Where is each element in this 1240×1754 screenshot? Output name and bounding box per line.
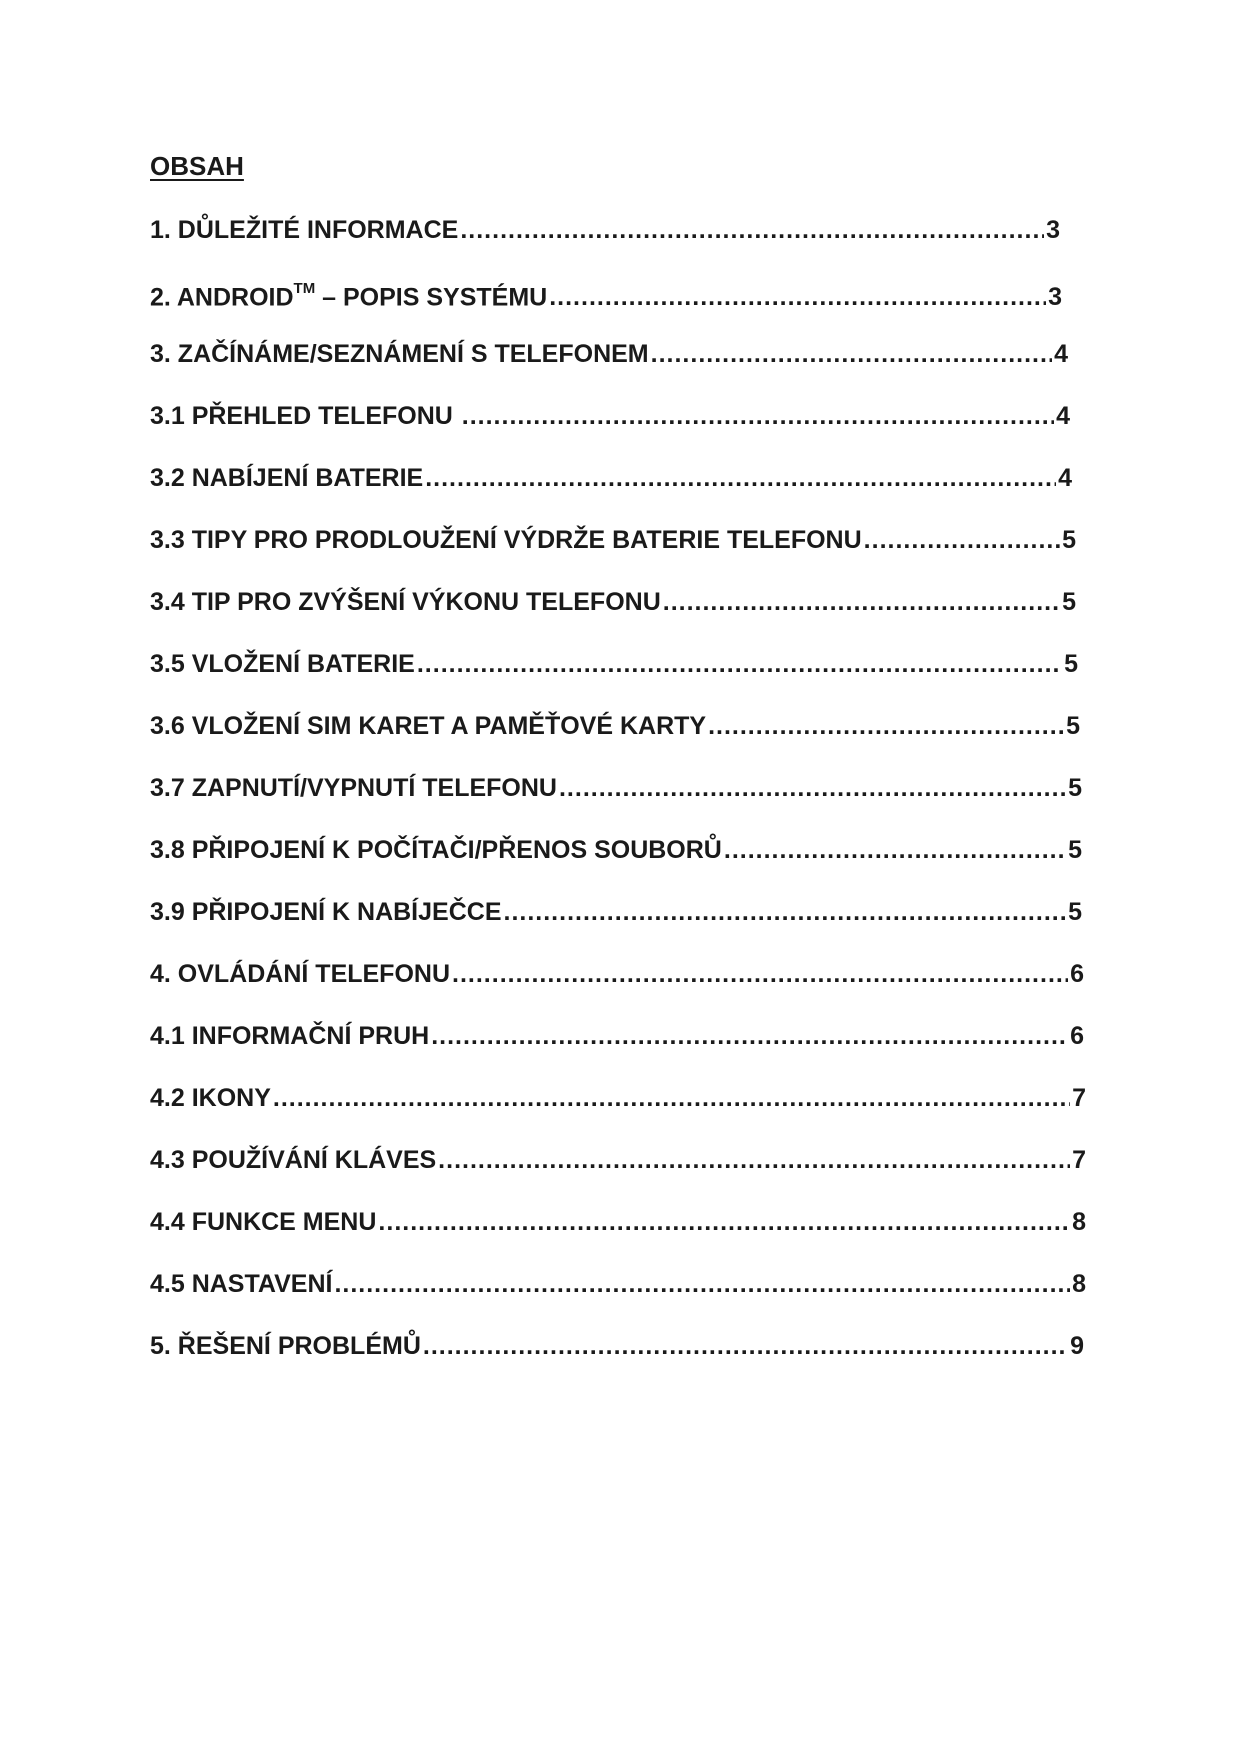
toc-entry-page: 9 (1070, 1332, 1084, 1360)
toc-entry-page: 3 (1046, 216, 1060, 244)
toc-leader-dots (663, 582, 1060, 622)
toc-leader-dots (460, 210, 1044, 250)
toc-entry (150, 520, 1076, 560)
toc-entry (150, 644, 1078, 684)
toc-leader-dots (651, 334, 1052, 374)
toc-leader-dots (708, 706, 1064, 746)
toc-entry-title: 4.1 INFORMAČNÍ PRUH (150, 1022, 430, 1050)
toc-entry-page: 4 (1056, 402, 1070, 430)
toc-entry-page: 7 (1072, 1146, 1086, 1174)
toc-entry-title: 4.4 FUNKCE MENU (150, 1208, 377, 1236)
toc-entry (150, 830, 1082, 870)
toc-entry-title: 3.7 ZAPNUTÍ/VYPNUTÍ TELEFONU (150, 774, 557, 802)
toc-entry-page: 7 (1072, 1084, 1086, 1112)
toc-entry-title: 3.5 VLOŽENÍ BATERIE (150, 650, 415, 678)
toc-entry-title: 4.5 NASTAVENÍ (150, 1270, 333, 1298)
toc-leader-dots (504, 892, 1067, 932)
toc-entry-page: 3 (1048, 283, 1062, 312)
toc-entry-title: 3.3 TIPY PRO PRODLOUŽENÍ VÝDRŽE BATERIE TELEFONU (150, 526, 862, 554)
toc-leader-dots (431, 1016, 1068, 1056)
toc-entry-title: 3. ZAČÍNÁME/SEZNÁMENÍ S TELEFONEM (150, 340, 649, 368)
toc-entry (150, 1140, 1086, 1180)
toc-entry-title-main: 2. ANDROID (150, 283, 294, 312)
toc-entry (150, 272, 1062, 312)
toc-entry-page: 5 (1068, 898, 1082, 926)
toc-entry-page: 8 (1072, 1270, 1086, 1298)
toc-entry-title-rest: – POPIS SYSTÉMU (315, 283, 548, 312)
trademark-superscript: TM (293, 280, 316, 297)
toc-heading: OBSAH (150, 151, 244, 181)
toc-entry (150, 954, 1084, 994)
toc-leader-dots (438, 1140, 1070, 1180)
toc-entry-page: 8 (1072, 1208, 1086, 1236)
toc-entry-title: 5. ŘEŠENÍ PROBLÉMŮ (150, 1332, 421, 1360)
toc-entry (150, 334, 1068, 374)
toc-leader-dots (549, 277, 1046, 317)
toc-entry (150, 1016, 1084, 1056)
toc-entry-page: 5 (1062, 526, 1076, 554)
toc-entry (150, 1326, 1084, 1366)
toc-leader-dots (724, 830, 1066, 870)
toc-entry-page: 5 (1068, 774, 1082, 802)
toc-leader-dots (452, 954, 1068, 994)
toc-entry-page: 4 (1054, 340, 1068, 368)
toc-entry (150, 1078, 1086, 1118)
toc-entry (150, 706, 1080, 746)
toc-entry-title: 3.4 TIP PRO ZVÝŠENÍ VÝKONU TELEFONU (150, 588, 661, 616)
toc-leader-dots (425, 458, 1056, 498)
toc-entry (150, 768, 1082, 808)
toc-entry-title: 1. DŮLEŽITÉ INFORMACE (150, 216, 459, 244)
toc-entry-title: 3.9 PŘIPOJENÍ K NABÍJEČCE (150, 898, 502, 926)
toc-leader-dots (559, 768, 1066, 808)
toc-entry-page: 6 (1070, 1022, 1084, 1050)
toc-entry-title: 3.6 VLOŽENÍ SIM KARET A PAMĚŤOVÉ KARTY (150, 712, 707, 740)
toc-entry-title: 3.2 NABÍJENÍ BATERIE (150, 464, 424, 492)
toc-entry-title: 4.3 POUŽÍVÁNÍ KLÁVES (150, 1146, 437, 1174)
toc-entry-page: 4 (1058, 464, 1072, 492)
toc-leader-dots (273, 1078, 1070, 1118)
toc-leader-dots (334, 1264, 1070, 1304)
toc-entry (150, 582, 1076, 622)
toc-leader-dots (423, 1326, 1068, 1366)
toc-leader-dots (462, 396, 1054, 436)
toc-entry-page: 6 (1070, 960, 1084, 988)
toc-entry (150, 458, 1072, 498)
toc-entry-title: 3.1 PŘEHLED TELEFONU (150, 402, 460, 430)
toc-entry-title: 3.8 PŘIPOJENÍ K POČÍTAČI/PŘENOS SOUBORŮ (150, 836, 722, 864)
toc-leader-dots (417, 644, 1062, 684)
toc-entry-title: 4.2 IKONY (150, 1084, 271, 1112)
toc-entry (150, 396, 1070, 436)
toc-entry-page: 5 (1064, 650, 1078, 678)
toc-leader-dots (378, 1202, 1070, 1242)
toc-entry-page: 5 (1062, 588, 1076, 616)
toc-entry (150, 210, 1060, 250)
toc-leader-dots (864, 520, 1060, 560)
toc-entry (150, 892, 1082, 932)
toc-entry-title (150, 272, 547, 317)
toc-entry-page: 5 (1066, 712, 1080, 740)
toc-entry (150, 1264, 1086, 1304)
toc-entry-title: 4. OVLÁDÁNÍ TELEFONU (150, 960, 451, 988)
toc-entry (150, 1202, 1086, 1242)
toc-entry-page: 5 (1068, 836, 1082, 864)
